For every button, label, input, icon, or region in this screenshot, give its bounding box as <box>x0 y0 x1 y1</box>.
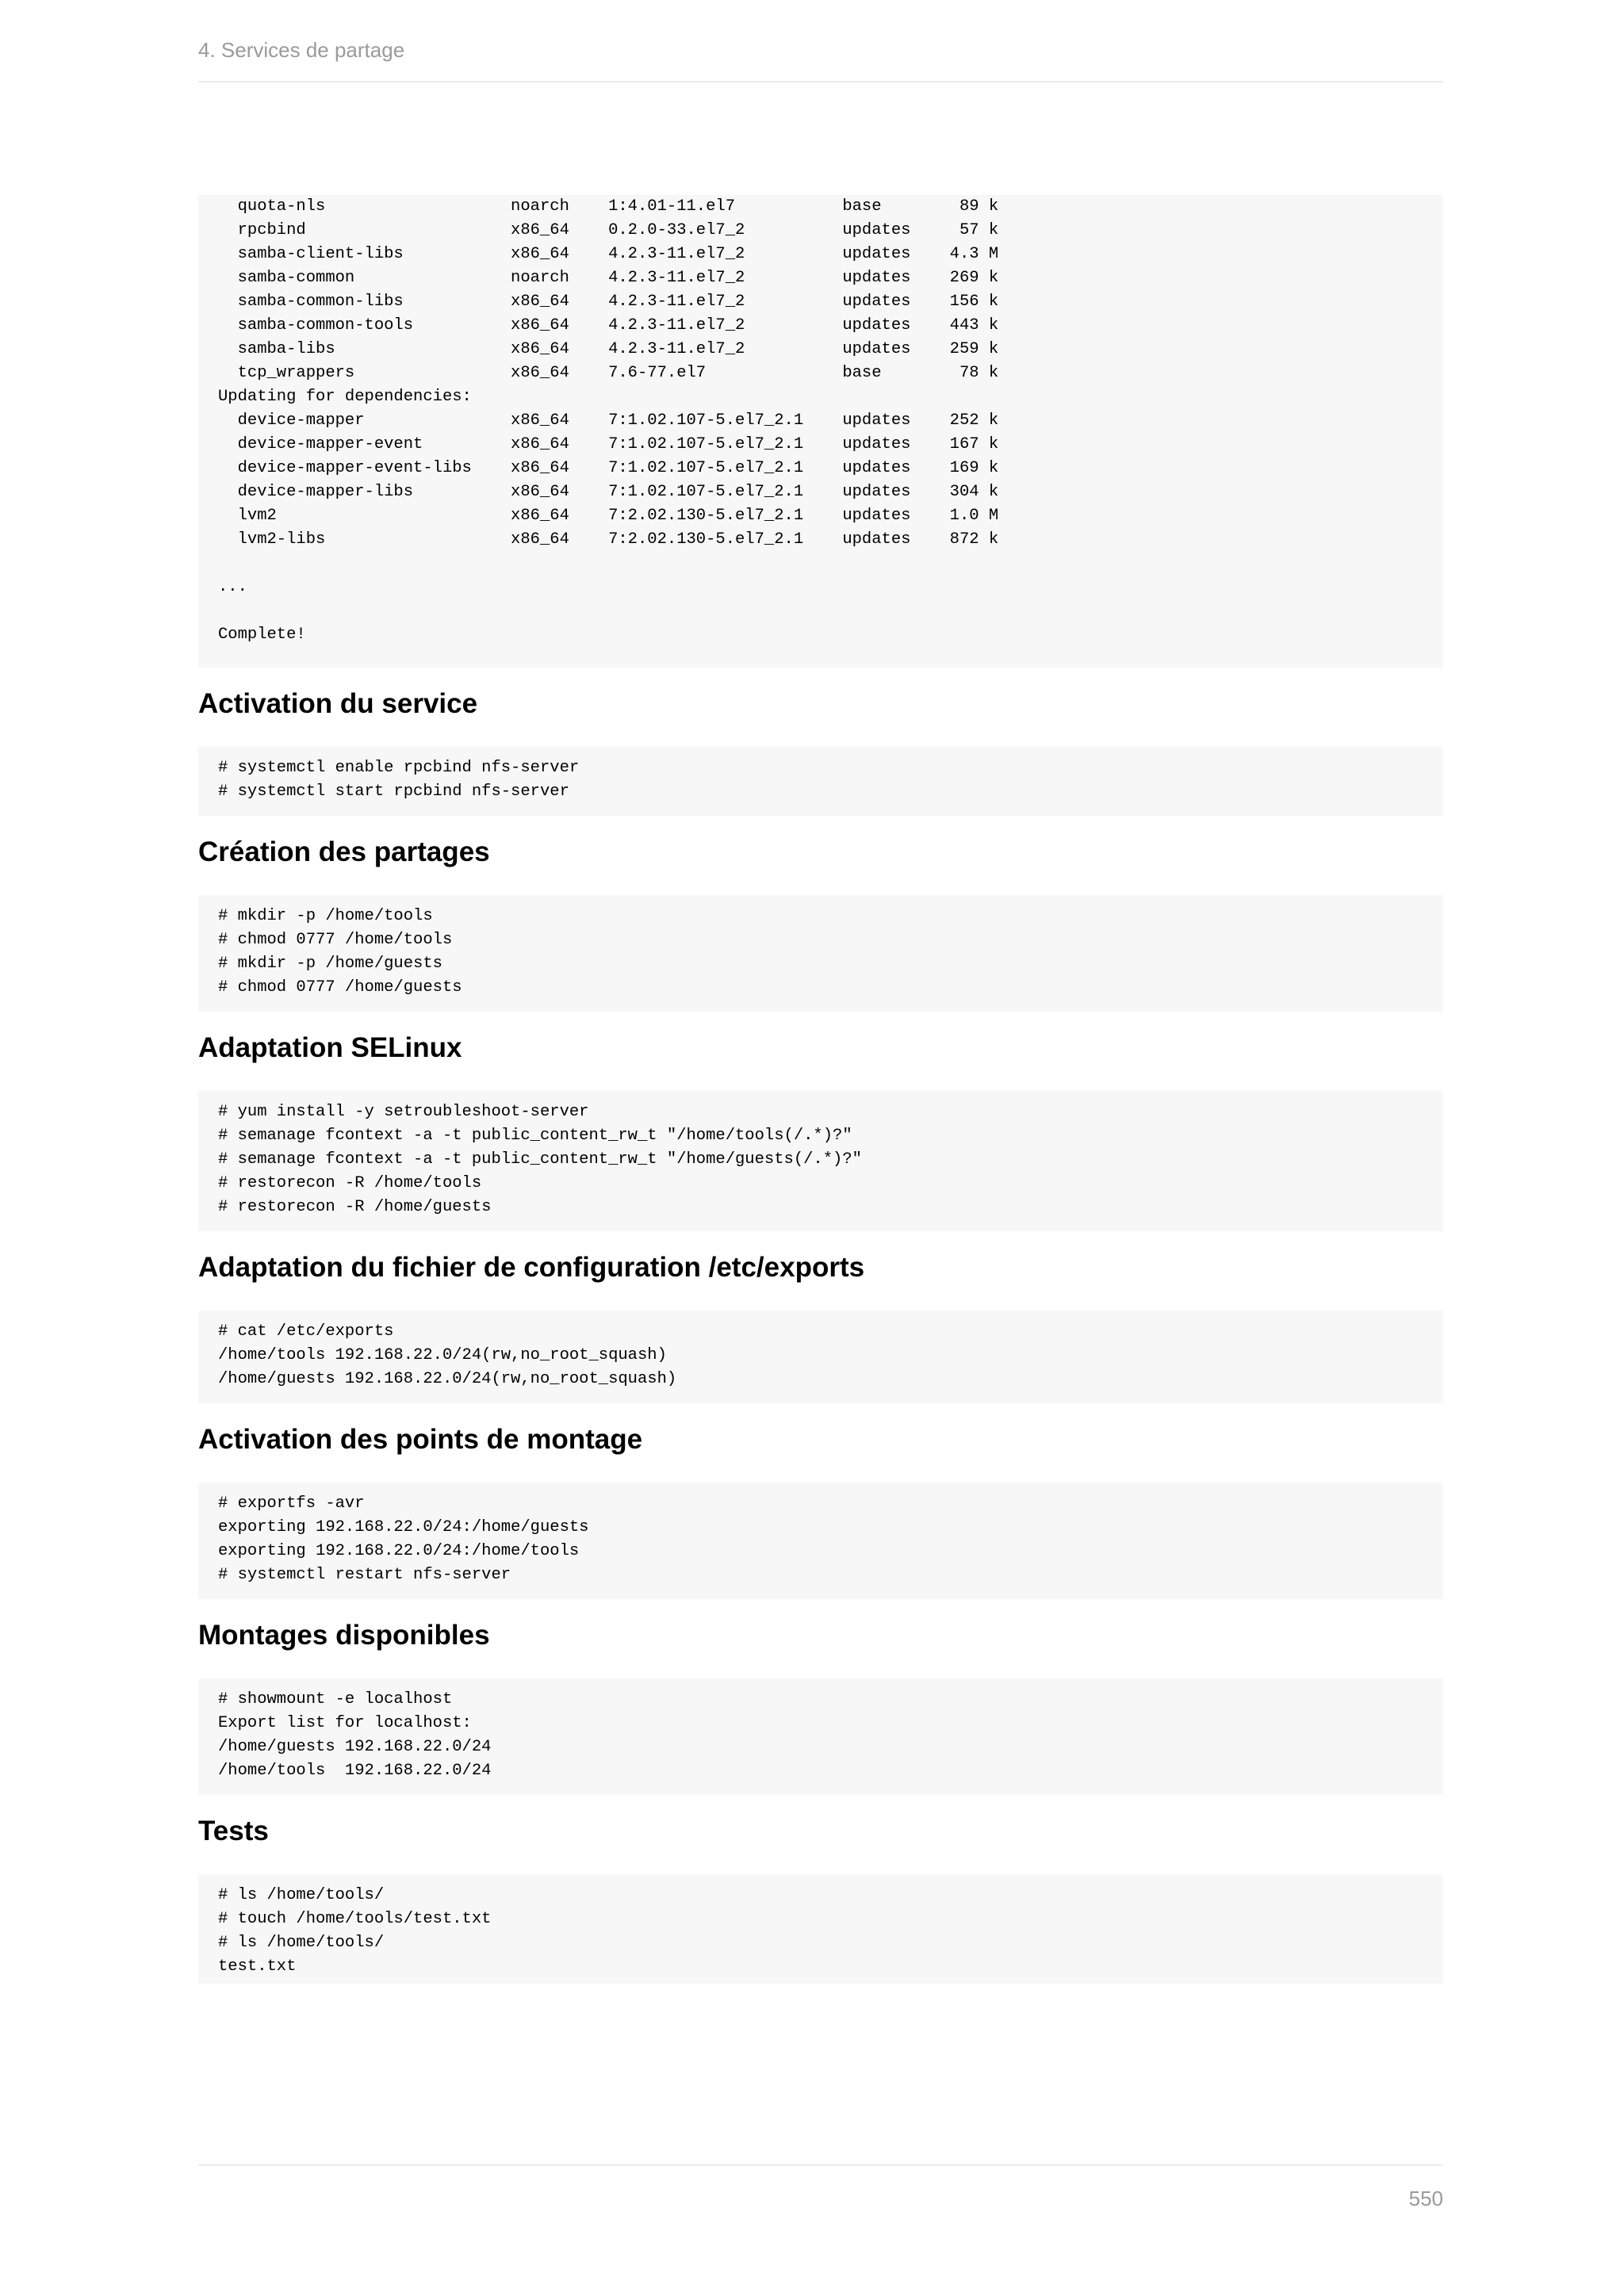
section-heading: Montages disponibles <box>198 1620 490 1651</box>
section-heading: Adaptation SELinux <box>198 1032 462 1063</box>
page-header <box>198 36 1443 82</box>
chapter-title: 4. Services de partage <box>198 38 405 62</box>
section-heading: Activation des points de montage <box>198 1424 643 1455</box>
page-footer <box>198 2164 1443 2220</box>
page-number: 550 <box>1408 2187 1443 2210</box>
section-tests <box>198 1795 1443 1874</box>
page-content <box>198 195 1443 1984</box>
section-heading: Création des partages <box>198 836 490 867</box>
code-block-tests: # ls /home/tools/ # touch /home/tools/test.txt # ls /home/tools/ test.txt <box>198 1874 1443 1984</box>
code-block-package-list: quota-nls noarch 1:4.01-11.el7 base 89 k rpcbind x86_64 0.2.0-33.el7_2 updates 57 k samba-client-libs x86_64 4.2.3-11.el7_2 updates 4.3 M samba-common noarch 4.2.3-11.el7_2 updates 269 k samba-common-libs x86_64 4.2.3-11.el7_2 updates 156 k samba-common-tools x86_64 4.2.3-11.el7_2 updates 443 k samba-libs x86_64 4.2.3-11.el7_2 updates 259 k tcp_wrappers x86_64 7.6-77.el7 base 78 k Updating for dependencies: device-mapper x86_64 7:1.02.107-5.el7_2.1 updates 252 k device-mapper-event x86_64 7:1.02.107-5.el7_2.1 updates 167 k device-mapper-event-libs x86_64 7:1.02.107-5.el7_2.1 updates 169 k device-mapper-libs x86_64 7:1.02.107-5.el7_2.1 updates 304 k lvm2 x86_64 7:2.02.130-5.el7_2.1 updates 1.0 M lvm2-libs x86_64 7:2.02.130-5.el7_2.1 updates 872 k ... Complete! <box>198 195 1443 668</box>
section-heading: Activation du service <box>198 688 478 719</box>
section-etc-exports <box>198 1231 1443 1311</box>
code-block-etc-exports: # cat /etc/exports /home/tools 192.168.22.0/24(rw,no_root_squash) /home/guests 192.168.22.0/24(rw,no_root_squash) <box>198 1311 1443 1403</box>
section-heading: Tests <box>198 1816 269 1846</box>
section-heading: Adaptation du fichier de configuration /etc/exports <box>198 1252 865 1283</box>
section-points-montage <box>198 1403 1443 1483</box>
section-creation-partages <box>198 816 1443 895</box>
code-block-points-montage: # exportfs -avr exporting 192.168.22.0/24:/home/guests exporting 192.168.22.0/24:/home/tools # systemctl restart nfs-server <box>198 1483 1443 1599</box>
code-block-creation-partages: # mkdir -p /home/tools # chmod 0777 /home/tools # mkdir -p /home/guests # chmod 0777 /home/guests <box>198 895 1443 1012</box>
code-block-activation-service: # systemctl enable rpcbind nfs-server # systemctl start rpcbind nfs-server <box>198 747 1443 816</box>
section-activation-service <box>198 668 1443 747</box>
code-block-montages-disponibles: # showmount -e localhost Export list for localhost: /home/guests 192.168.22.0/24 /home/tools 192.168.22.0/24 <box>198 1678 1443 1795</box>
section-montages-disponibles <box>198 1599 1443 1678</box>
section-adaptation-selinux <box>198 1012 1443 1091</box>
code-block-adaptation-selinux: # yum install -y setroubleshoot-server # semanage fcontext -a -t public_content_rw_t "/home/tools(/.*)?" # semanage fcontext -a -t public_content_rw_t "/home/guests(/.*)?" # restorecon -R /home/tools # restorecon -R /home/guests <box>198 1091 1443 1231</box>
